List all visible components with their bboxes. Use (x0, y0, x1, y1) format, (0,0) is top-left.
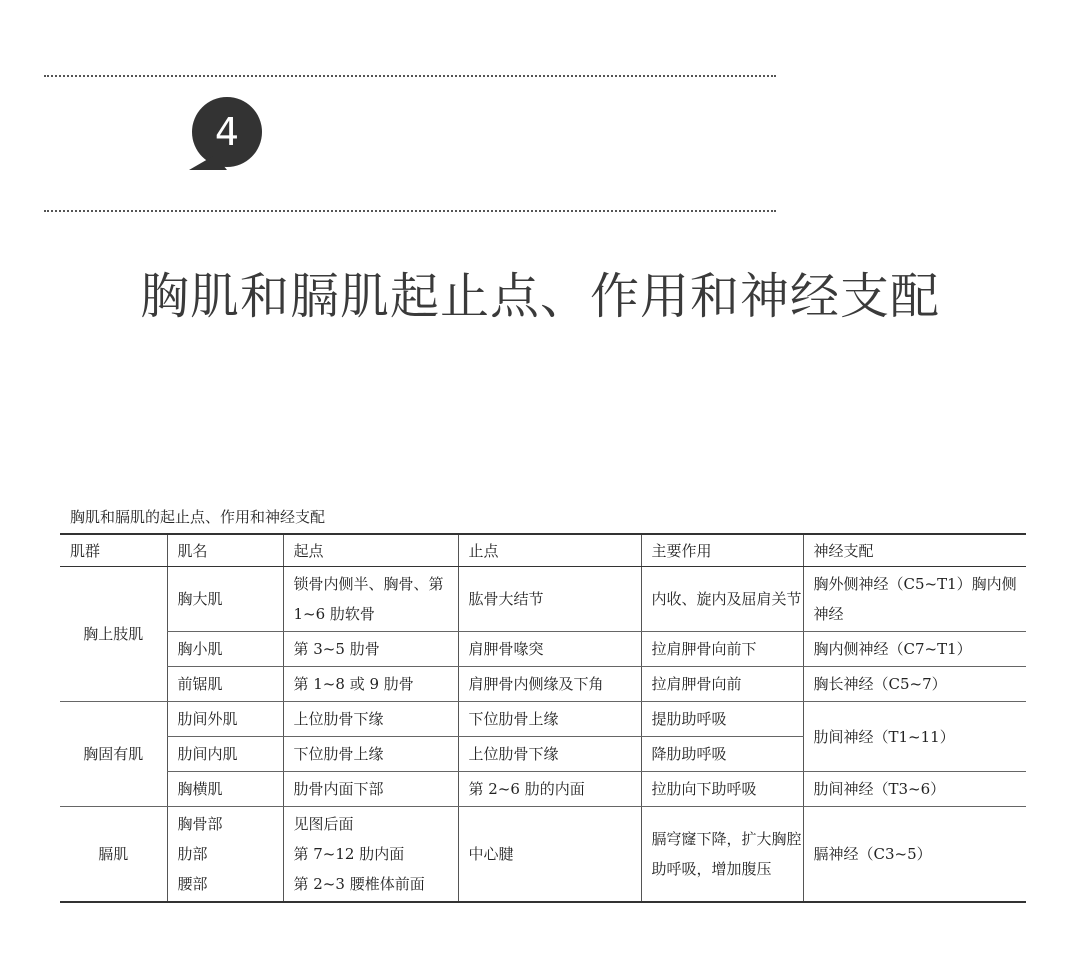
insertion-cell: 下位肋骨上缘 (458, 702, 641, 737)
action-cell: 内收、旋内及屈肩关节 (641, 567, 803, 632)
muscle-group-cell: 胸固有肌 (60, 702, 167, 807)
action-cell: 降肋助呼吸 (641, 737, 803, 772)
table-header-row (60, 534, 1026, 567)
action-cell: 拉肩胛骨向前下 (641, 632, 803, 667)
section-number: 4 (214, 110, 240, 154)
page-title: 胸肌和膈肌起止点、作用和神经支配 (139, 268, 940, 325)
nerve-cell: 胸内侧神经（C7~T1） (803, 632, 1026, 667)
muscle-group-cell: 胸上肢肌 (60, 567, 167, 702)
muscle-name-cell: 胸骨部 肋部 腰部 (167, 807, 283, 903)
insertion-cell: 肩胛骨喙突 (458, 632, 641, 667)
header-cell: 主要作用 (641, 534, 803, 567)
nerve-cell: 肋间神经（T3~6） (803, 772, 1026, 807)
origin-cell: 见图后面 第 7~12 肋内面 第 2~3 腰椎体前面 (283, 807, 458, 903)
insertion-cell: 肱骨大结节 (458, 567, 641, 632)
header-cell: 神经支配 (803, 534, 1026, 567)
action-cell: 提肋助呼吸 (641, 702, 803, 737)
muscle-name-cell: 前锯肌 (167, 667, 283, 702)
nerve-cell: 胸外侧神经（C5~T1）胸内侧神经 (803, 567, 1026, 632)
header-cell: 起点 (283, 534, 458, 567)
header-cell: 止点 (458, 534, 641, 567)
table-row (60, 807, 1026, 903)
dotted-divider-top (44, 75, 776, 77)
muscle-group-cell: 膈肌 (60, 807, 167, 903)
muscle-name-cell: 胸大肌 (167, 567, 283, 632)
action-cell: 拉肋向下助呼吸 (641, 772, 803, 807)
muscle-table-wrapper (60, 533, 1026, 903)
nerve-cell: 膈神经（C3~5） (803, 807, 1026, 903)
muscle-name-cell: 肋间内肌 (167, 737, 283, 772)
header-cell: 肌名 (167, 534, 283, 567)
insertion-cell: 中心腱 (458, 807, 641, 903)
origin-cell: 锁骨内侧半、胸骨、第 1~6 肋软骨 (283, 567, 458, 632)
muscle-name-cell: 胸小肌 (167, 632, 283, 667)
muscle-name-cell: 肋间外肌 (167, 702, 283, 737)
table-row (60, 632, 1026, 667)
table-row (60, 667, 1026, 702)
origin-cell: 第 3~5 肋骨 (283, 632, 458, 667)
muscle-table (60, 533, 1026, 903)
insertion-cell: 肩胛骨内侧缘及下角 (458, 667, 641, 702)
table-caption: 胸肌和膈肌的起止点、作用和神经支配 (70, 508, 326, 526)
origin-cell: 第 1~8 或 9 肋骨 (283, 667, 458, 702)
section-number-badge (189, 97, 265, 173)
origin-cell: 下位肋骨上缘 (283, 737, 458, 772)
nerve-cell: 胸长神经（C5~7） (803, 667, 1026, 702)
table-row (60, 702, 1026, 737)
dotted-divider-bottom (44, 210, 776, 212)
action-cell: 拉肩胛骨向前 (641, 667, 803, 702)
insertion-cell: 第 2~6 肋的内面 (458, 772, 641, 807)
insertion-cell: 上位肋骨下缘 (458, 737, 641, 772)
action-cell: 膈穹窿下降，扩大胸腔助呼吸，增加腹压 (641, 807, 803, 903)
origin-cell: 上位肋骨下缘 (283, 702, 458, 737)
nerve-cell: 肋间神经（T1~11） (803, 702, 1026, 772)
muscle-name-cell: 胸横肌 (167, 772, 283, 807)
origin-cell: 肋骨内面下部 (283, 772, 458, 807)
header-cell: 肌群 (60, 534, 167, 567)
table-row (60, 772, 1026, 807)
table-row (60, 567, 1026, 632)
